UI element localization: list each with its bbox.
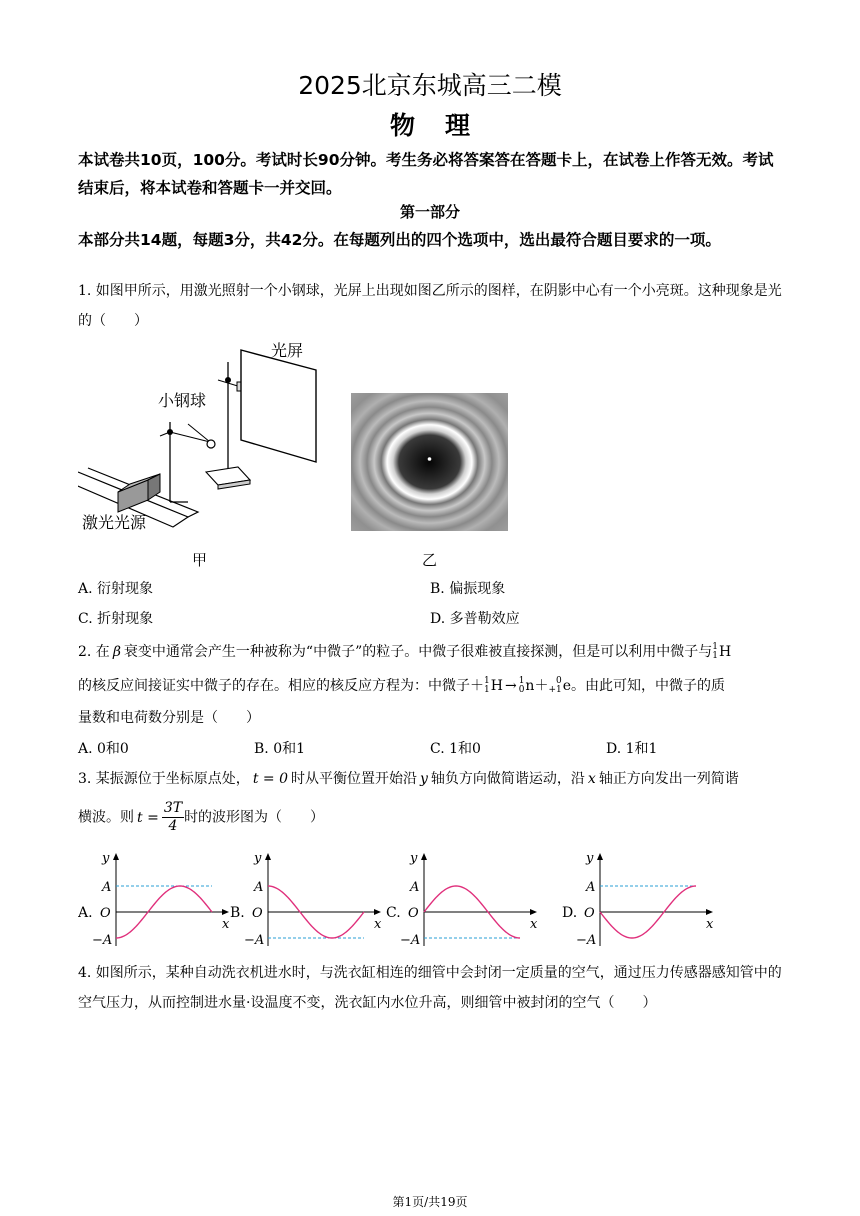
q1-diffraction-pattern [351,393,508,531]
q3-line2: 横波。则 t = $\frac{3T}{4}$ 时的波形图为（ ） [78,800,325,834]
q1-option-a[interactable]: A. 衍射现象 [78,581,154,597]
exam-intro: 本试卷共10页，100分。考试时长90分钟。考生务必将答案答在答题卡上，在试卷上作答无效。考试结束后，将本试卷和答题卡一并交回。 [78,151,774,197]
q1-option-d[interactable]: D. 多普勒效应 [430,611,520,627]
q1-apparatus-figure [78,332,328,542]
waveform-option-b[interactable] [230,850,400,950]
label-screen: 光屏 [271,343,304,360]
fraction-3T-over-4: $\frac{3T}{4}$ [163,800,183,834]
origin-label: O [252,906,263,921]
amplitude-label: A [586,880,596,895]
q2-line3: 量数和电荷数分别是（ ） [78,710,260,726]
q2-line1: 2. 在 β 衰变中通常会产生一种被称为“中微子”的粒子。中微子很难被直接探测，但是可以利用中微子与 1 1 H [78,642,732,661]
label-jia: 甲 [192,552,208,569]
neg-amplitude-label: −A [92,933,113,948]
part-heading: 第一部分 [399,203,460,221]
q2-option-d[interactable]: D. 1和1 [606,741,658,757]
reaction-arrow: → [504,678,517,694]
q1-option-b[interactable]: B. 偏振现象 [430,581,506,597]
y-axis-label: y [254,851,262,866]
x-axis-arrow [706,909,713,915]
neg-amplitude-label: −A [576,933,597,948]
x-axis-label: x [222,917,230,932]
y-axis-arrow [113,853,119,860]
option-letter: C. [386,905,401,921]
q2-option-a[interactable]: A. 0和0 [78,741,129,757]
amplitude-label: A [102,880,112,895]
x-axis-label: x [374,917,382,932]
part-instruction: 本部分共14题，每题3分，共42分。在每题列出的四个选项中，选出最符合题目要求的一项。 [78,231,721,249]
x-axis-label: x [706,917,714,932]
x-axis-arrow [374,909,381,915]
x-axis-arrow [222,909,229,915]
origin-label: O [584,906,595,921]
label-yi: 乙 [422,552,438,569]
q3-line1: 3. 某振源位于坐标原点处， t = 0 时从平衡位置开始沿 y 轴负方向做简谐运动，沿 x 轴正方向发出一列简谐 [78,771,739,787]
option-letter: D. [562,905,578,921]
q1-option-c[interactable]: C. 折射现象 [78,611,154,627]
x-axis-label: x [530,917,538,932]
amplitude-label: A [254,880,264,895]
y-axis-label: y [410,851,418,866]
q2-option-b[interactable]: B. 0和1 [254,741,306,757]
option-letter: B. [230,905,245,921]
waveform-option-d[interactable] [562,850,732,950]
h-nuclide-indices: 1 1 [712,642,718,661]
waveform-option-a[interactable] [78,850,248,950]
beta-symbol: β [112,644,121,660]
y-axis-arrow [421,853,427,860]
origin-label: O [408,906,419,921]
x-axis-arrow [530,909,537,915]
option-letter: A. [78,905,93,921]
y-axis-label: y [102,851,110,866]
y-axis-arrow [265,853,271,860]
label-laser-source: 激光光源 [82,515,147,532]
q4-stem: 4. 如图所示，某种自动洗衣机进水时，与洗衣缸相连的细管中会封闭一定质量的空气，通过压力传感器感知管中的空气压力，从而控制进水量·设温度不变，洗衣缸内水位升高，则细管中被封闭的空气（ ） [78,965,782,1011]
y-axis-arrow [597,853,603,860]
waveform-option-c[interactable] [386,850,556,950]
label-steel-ball: 小钢球 [158,393,207,410]
neg-amplitude-label: −A [400,933,421,948]
page-footer: 第1页/共19页 [392,1195,468,1209]
subject-title: 物理 [389,111,500,140]
y-axis-label: y [586,851,594,866]
q2-line2: 的核反应间接证实中微子的存在。相应的核反应方程为：中微子＋ 1 1 H → 1 0 n＋ 0 +1 e。由此可知，中微子的质 [78,676,726,695]
q2-option-c[interactable]: C. 1和0 [430,741,481,757]
amplitude-label: A [410,880,420,895]
exam-title: 2025北京东城高三二模 [298,71,562,100]
q1-stem: 1. 如图甲所示，用激光照射一个小钢球，光屏上出现如图乙所示的图样，在阴影中心有一个小亮斑。这种现象是光的（ ） [78,283,782,329]
origin-label: O [100,906,111,921]
neg-amplitude-label: −A [244,933,265,948]
